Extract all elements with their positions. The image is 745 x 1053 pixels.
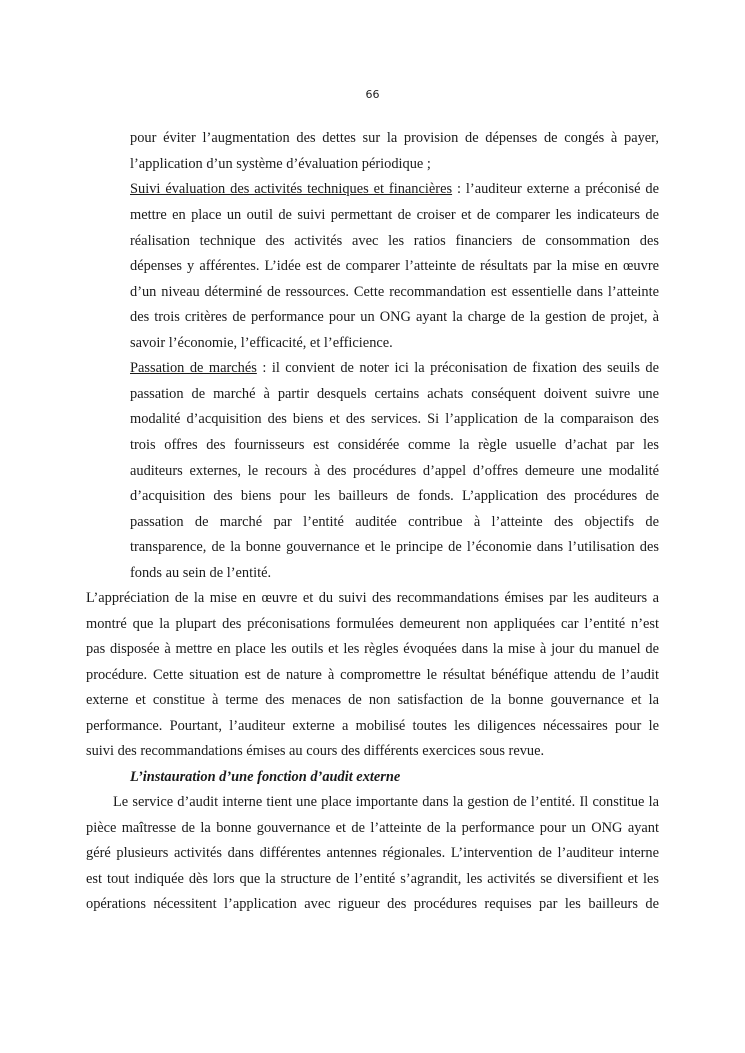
- text-line: auditeurs externes, le recours à des procédures d’appel d’offres demeure une modalité: [130, 463, 659, 479]
- section-heading: L’instauration d’une fonction d’audit externe: [130, 769, 401, 785]
- text-line: pièce maîtresse de la bonne gouvernance et de l’atteinte de la performance pour un ONG ayant: [86, 820, 659, 836]
- text-line: des trois critères de performance pour un ONG ayant la charge de la gestion de projet, à: [130, 309, 659, 325]
- text-line: d’un niveau déterminé de ressources. Cette recommandation est essentielle dans l’atteinte: [130, 284, 659, 300]
- text-line: procédure. Cette situation est de nature à compromettre le résultat bénéfique attendu de l’audit: [86, 667, 659, 683]
- page-number: 66: [365, 88, 380, 101]
- text-line: passation de marché par l’entité auditée contribue à l’atteinte des objectifs de: [130, 514, 659, 530]
- text-line: opérations nécessitent l’application avec rigueur des procédures requises par les bailleurs de: [86, 896, 659, 912]
- text-line: savoir l’économie, l’efficacité, et l’efficience.: [130, 335, 393, 351]
- text-line: Le service d’audit interne tient une place importante dans la gestion de l’entité. Il constitue la: [113, 794, 659, 810]
- text-line: pas disposée à mettre en place les outils et les règles évoquées dans la mise à jour du manuel de: [86, 641, 659, 657]
- item-text: : il convient de noter ici la préconisation de fixation des seuils de: [256, 360, 659, 376]
- text-line: suivi des recommandations émises au cours des différents exercices sous revue.: [86, 743, 545, 759]
- text-line: trois offres des fournisseurs est considérée comme la règle usuelle d’achat par les: [130, 437, 659, 453]
- text-line: mettre en place un outil de suivi permettant de croiser et de comparer les indicateurs de: [130, 207, 659, 223]
- text-line: externe et constitue à terme des menaces de non satisfaction de la bonne gouvernance et la: [86, 692, 659, 708]
- text-line: est tout indiquée dès lors que la structure de l’entité s’agrandit, les activités se diversifient et les: [86, 871, 659, 887]
- list-item-passation: [130, 360, 659, 377]
- text-line: l’application d’un système d’évaluation périodique ;: [130, 156, 431, 172]
- text-line: fonds au sein de l’entité.: [130, 565, 272, 581]
- list-item-suivi: [130, 181, 659, 198]
- text-line: transparence, de la bonne gouvernance et le principe de l’économie dans l’utilisation des: [130, 539, 659, 555]
- text-line: réalisation technique des activités avec les ratios financiers de consommation des: [130, 233, 659, 249]
- text-line: montré que la plupart des préconisations formulées demeurent non appliquées car l’entité n’est: [86, 616, 659, 632]
- text-line: géré plusieurs activités dans différentes antennes régionales. L’intervention de l’auditeur interne: [86, 845, 659, 861]
- item-text: : l’auditeur externe a préconisé de: [452, 181, 659, 197]
- text-line: modalité d’acquisition des biens et des services. Si l’application de la comparaison des: [130, 411, 659, 427]
- text-line: performance. Pourtant, l’auditeur externe a mobilisé toutes les diligences nécessaires pour le: [86, 718, 659, 734]
- item-title-passation: Passation de marchés: [130, 360, 257, 376]
- text-line: L’appréciation de la mise en œuvre et du suivi des recommandations émises par les auditeurs a: [86, 590, 659, 606]
- text-line: dépenses y afférentes. L’idée est de comparer l’atteinte de résultats par la mise en œuvre: [130, 258, 659, 274]
- text-line: d’acquisition des biens pour les bailleurs de fonds. L’application des procédures de: [130, 488, 659, 504]
- text-line: pour éviter l’augmentation des dettes sur la provision de dépenses de congés à payer,: [130, 130, 659, 146]
- text-line: passation de marché à partir desquels certains achats conséquent doivent suivre une: [130, 386, 659, 402]
- item-title-suivi: Suivi évaluation des activités techniques et financières: [130, 181, 453, 197]
